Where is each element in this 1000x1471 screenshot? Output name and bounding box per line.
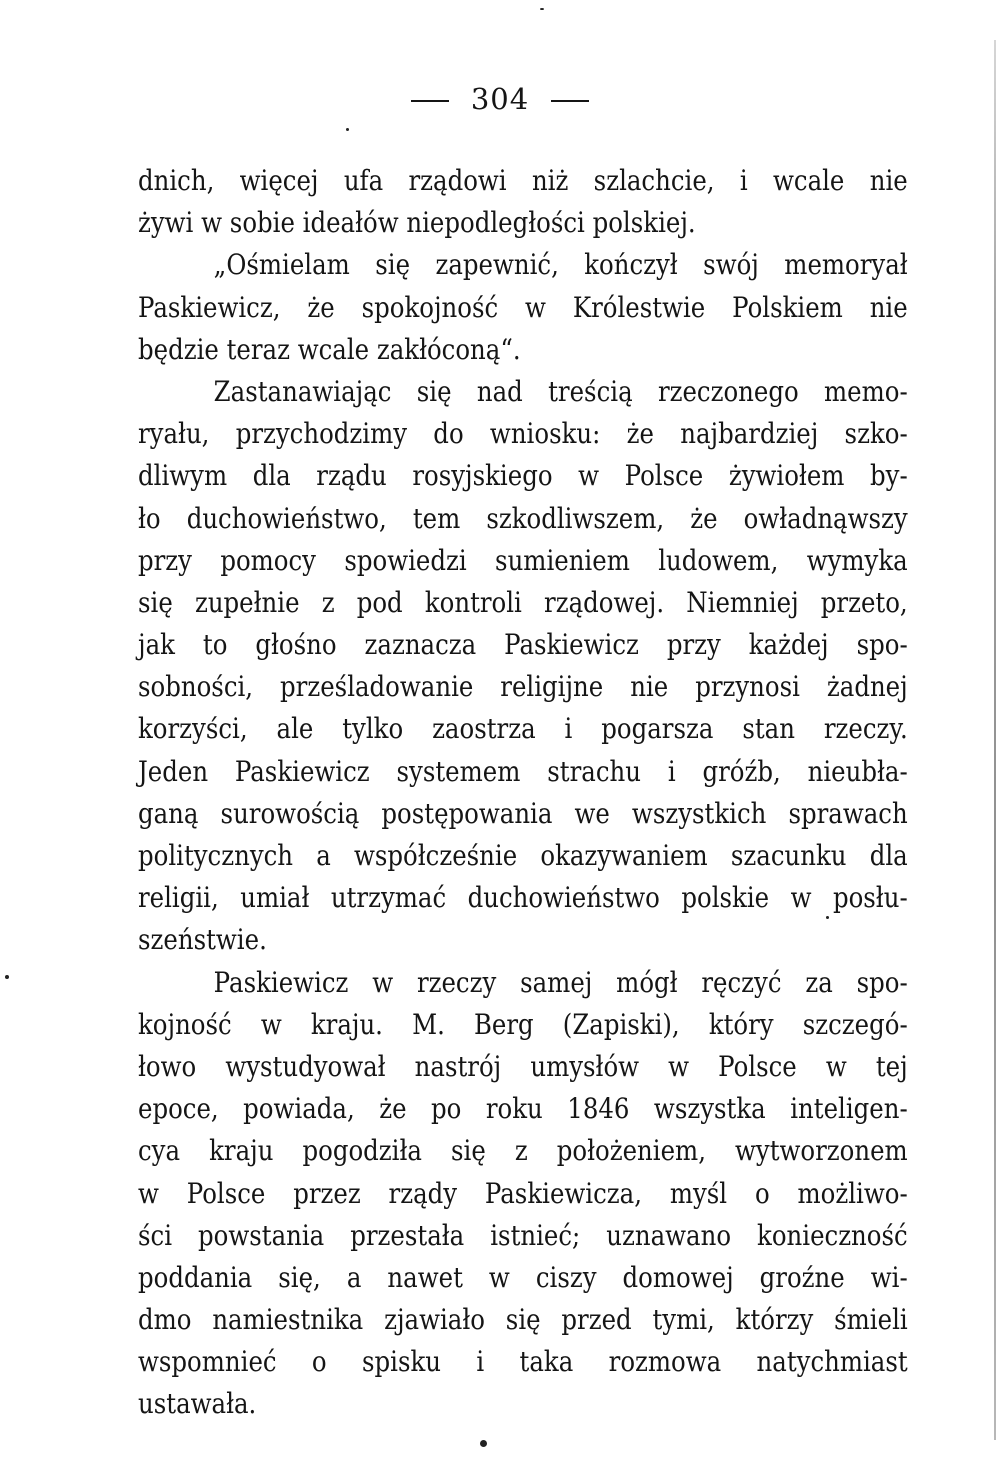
text-line: ści powstania przestała istnieć; uznawano konieczność: [138, 1218, 908, 1252]
text-line: jak to głośno zaznacza Paskiewicz przy każdej spo-: [138, 628, 908, 662]
text-line: sobności, prześladowanie religijne nie przynosi żadnej: [138, 670, 908, 704]
text-line: w Polsce przez rządy Paskiewicza, myśl o możliwo-: [138, 1176, 908, 1210]
text-line: dnich, więcej ufa rządowi niż szlachcie, i wcale nie: [138, 164, 908, 197]
print-speck: [540, 8, 544, 10]
text-line: szeństwie.: [138, 923, 267, 957]
text-line: religii, umiał utrzymać duchowieństwo polskie w posłu-: [138, 881, 908, 915]
text-line: Jeden Paskiewicz systemem strachu i gróźb, nieubła-: [138, 754, 908, 788]
print-speck: [480, 1440, 487, 1447]
text-line: Zastanawiając się nad treścią rzeczonego memo-: [213, 374, 908, 408]
text-line: poddania się, a nawet w ciszy domowej groźne wi-: [138, 1260, 908, 1294]
print-speck: [5, 975, 9, 979]
text-line: będzie teraz wcale zakłóconą“.: [138, 332, 521, 366]
text-line: ryału, przychodzimy do wniosku: że najbardziej szko-: [138, 417, 908, 451]
text-line: się zupełnie z pod kontroli rządowej. Niemniej przeto,: [138, 585, 908, 619]
text-line: politycznych a współcześnie okazywaniem szacunku dla: [138, 839, 908, 872]
text-line: dliwym dla rządu rosyjskiego w Polsce żywiołem by-: [138, 459, 908, 493]
text-line: żywi w sobie ideałów niepodległości polskiej.: [138, 206, 696, 240]
text-line: ustawała.: [138, 1387, 257, 1421]
print-speck: [346, 128, 349, 131]
text-line: „Ośmielam się zapewnić, kończył swój memoryał: [213, 248, 908, 282]
text-line: Paskiewicz w rzeczy samej mógł ręczyć za spo-: [213, 965, 908, 999]
text-line: ganą surowością postępowania we wszystkich sprawach: [138, 796, 908, 830]
page-number: 304: [470, 82, 530, 116]
text-line: cya kraju pogodziła się z położeniem, wytworzonem: [138, 1134, 908, 1168]
text-line: kojność w kraju. M. Berg (Zapiski), który szczegó-: [138, 1007, 908, 1041]
text-line: epoce, powiada, że po roku 1846 wszystka inteligen-: [138, 1092, 908, 1126]
text-line: łowo wystudyował nastrój umysłów w Polsce w tej: [138, 1049, 908, 1083]
print-speck: [826, 916, 829, 919]
text-line: przy pomocy spowiedzi sumieniem ludowem, wymyka: [138, 543, 908, 577]
header-dash-left: [411, 100, 449, 102]
body-text: [138, 160, 908, 1426]
page-number-header: [0, 82, 1000, 116]
page-edge-shadow: [994, 40, 996, 1440]
header-dash-right: [551, 100, 589, 102]
body-text-lines: [138, 160, 908, 1426]
text-line: dmo namiestnika zjawiało się przed tymi, którzy śmieli: [138, 1303, 908, 1337]
text-line: Paskiewicz, że spokojność w Królestwie Polskiem nie: [138, 290, 908, 324]
text-line: korzyści, ale tylko zaostrza i pogarsza stan rzeczy.: [138, 712, 908, 746]
text-line: ło duchowieństwo, tem szkodliwszem, że owładnąwszy: [138, 501, 908, 535]
text-line: wspomnieć o spisku i taka rozmowa natychmiast: [138, 1345, 908, 1379]
